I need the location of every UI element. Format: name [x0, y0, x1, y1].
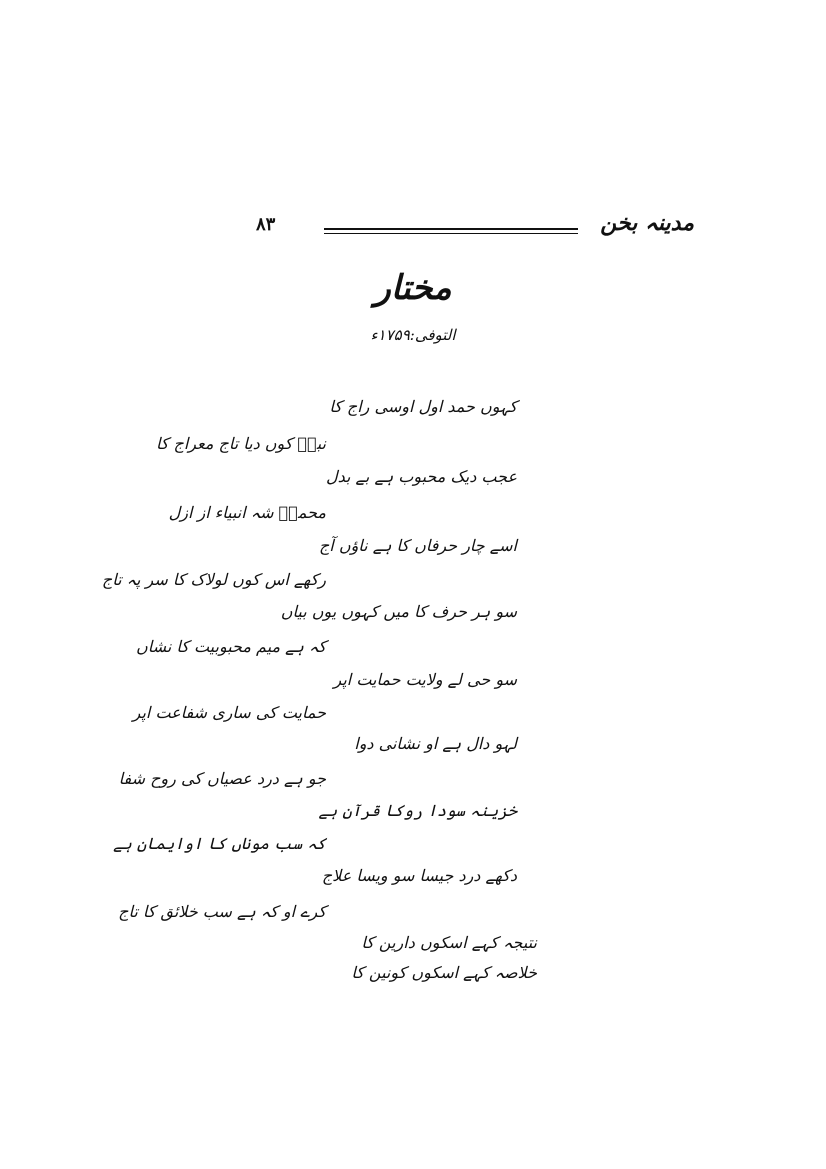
closing-line: خلاصہ کہے اسکوں کونین کا	[351, 963, 537, 982]
verse-line: خزینہ سودا روکا قرآن ہے	[318, 801, 517, 820]
verse-line: کہ ہے میم محبوبیت کا نشاں	[135, 637, 326, 656]
header-rule-bottom	[324, 233, 578, 234]
verse-line: محمدؐ شہ انبیاء از ازل	[168, 503, 326, 522]
death-year: التوفی:۱۷۵۹ء	[370, 326, 456, 344]
verse-line: جو ہے درد عصیاں کی روح شفا	[118, 769, 326, 788]
book-title: مدینہ بخن	[600, 210, 694, 236]
verse-line: رکھے اس کوں لولاک کا سر پہ تاج	[101, 570, 326, 589]
verse-line: دکھے درد جیسا سو ویسا علاج	[321, 866, 517, 885]
verse-line: کہ سب موناں کا اوایمان ہے	[113, 834, 326, 853]
closing-line: نتیجہ کہے اسکوں دارین کا	[361, 933, 537, 952]
verse-line: حمایت کی ساری شفاعت اپر	[132, 703, 326, 722]
verse-line: عجب دیک محبوب ہے بے بدل	[325, 467, 517, 486]
verse-line: اسے چار حرفاں کا ہے ناؤں آج	[318, 536, 517, 555]
header-rule-top	[324, 228, 578, 230]
verse-line: نبیؐ کوں دیا تاج معراج کا	[155, 434, 326, 453]
verse-line: سو حی لے ولایت حمایت اپر	[333, 670, 517, 689]
poet-name: مختار	[374, 268, 452, 308]
verse-line: کہوں حمد اول اوسی راج کا	[329, 397, 517, 416]
verse-line: لہو دال ہے او نشانی دوا	[354, 734, 517, 753]
verse-line: کرے او کہ ہے سب خلائق کا تاج	[118, 902, 326, 921]
verse-line: سو ہر حرف کا میں کہوں یوں بیاں	[280, 602, 517, 621]
page-number: ۸۳	[256, 214, 276, 235]
